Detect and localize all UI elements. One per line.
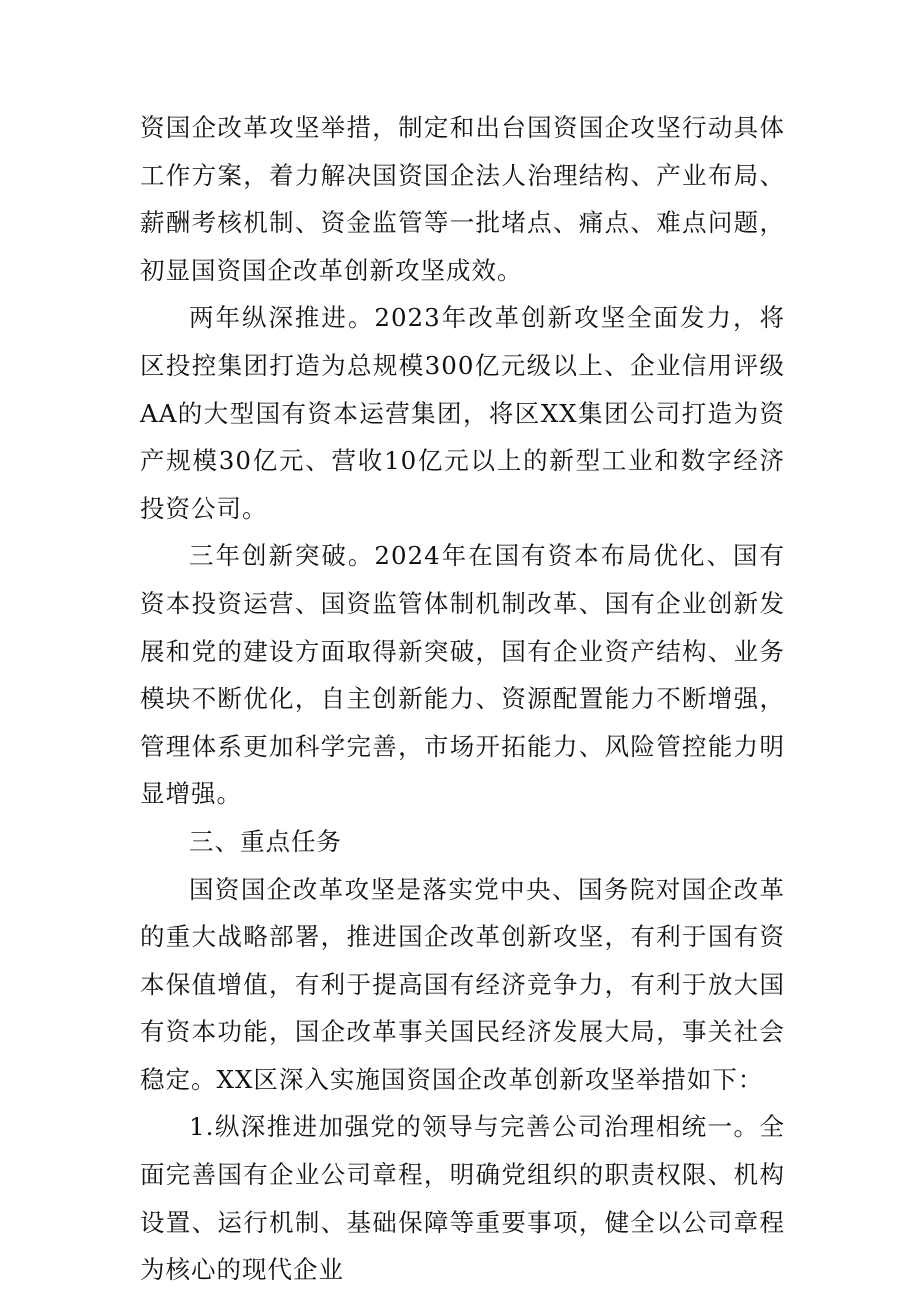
paragraph-two-year-advance: 两年纵深推进。2023年改革创新攻坚全面发力，将区投控集团打造为总规模300亿元级以上、企业信用评级AA的大型国有资本运营集团，将区XX集团公司打造为资产规模30亿元、营收10亿元以上的新型工业和数字经济投资公司。 <box>140 303 785 523</box>
paragraph-continuation: 资国企改革攻坚举措，制定和出台国资国企攻坚行动具体工作方案，着力解决国资国企法人治理结构、产业布局、薪酬考核机制、资金监管等一批堵点、痛点、难点问题，初显国资国企改革创新攻坚成效。 <box>140 113 785 285</box>
paragraph-task-one: 1.纵深推进加强党的领导与完善公司治理相统一。全面完善国有企业公司章程，明确党组织的职责权限、机构设置、运行机制、基础保障等重要事项，健全以公司章程为核心的现代企业 <box>140 1112 785 1285</box>
paragraph-reform-overview: 国资国企改革攻坚是落实党中央、国务院对国企改革的重大战略部署，推进国企改革创新攻坚，有利于国有资本保值增值，有利于提高国有经济竞争力，有利于放大国有资本功能，国企改革事关国民经济发展大局，事关社会稳定。XX区深入实施国资国企改革创新攻坚举措如下： <box>140 874 785 1094</box>
section-heading-key-tasks: 三、重点任务 <box>189 826 342 856</box>
document-body <box>140 104 785 1294</box>
paragraph-three-year-breakthrough: 三年创新突破。2024年在国有资本布局优化、国有资本投资运营、国资监管体制机制改革、国有企业创新发展和党的建设方面取得新突破，国有企业资产结构、业务模块不断优化，自主创新能力、资源配置能力不断增强，管理体系更加科学完善，市场开拓能力、风险管控能力明显增强。 <box>140 541 785 809</box>
